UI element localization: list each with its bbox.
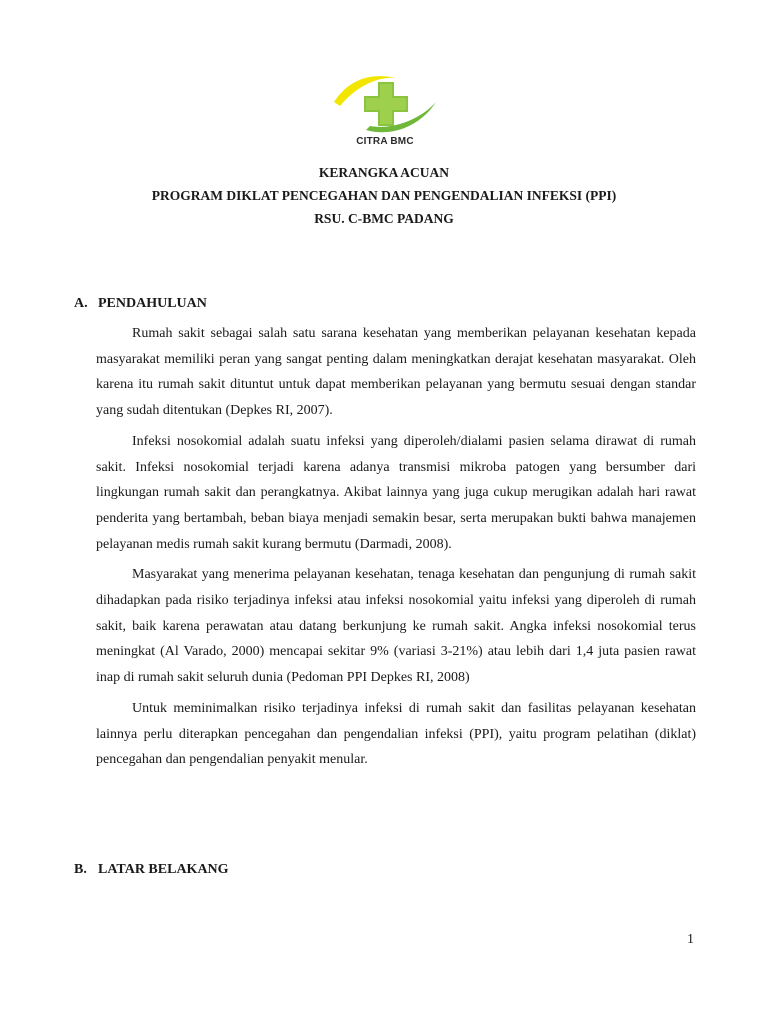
section-a-body xyxy=(96,321,696,778)
cross-swoosh-icon xyxy=(330,62,440,136)
paragraph: Untuk meminimalkan risiko terjadinya infeksi di rumah sakit dan fasilitas pelayanan kesehatan lainnya perlu diterapkan pencegahan dan pengendalian infeksi (PPI), yaitu program pelatihan (diklat) pencegahan dan pengendalian penyakit menular. xyxy=(96,700,696,768)
document-title-block xyxy=(0,161,768,230)
title-line-2: PROGRAM DIKLAT PENCEGAHAN DAN PENGENDALIAN INFEKSI (PPI) xyxy=(151,188,617,203)
section-letter: B. xyxy=(74,862,87,877)
section-letter: A. xyxy=(74,296,88,311)
title-line-1: KERANGKA ACUAN xyxy=(318,165,450,180)
logo-text: CITRA BMC xyxy=(356,136,414,147)
section-heading-b xyxy=(74,862,229,878)
hospital-logo xyxy=(330,62,440,154)
page-number: 1 xyxy=(687,932,694,947)
paragraph: Rumah sakit sebagai salah satu sarana kesehatan yang memberikan pelayanan kesehatan kepada masyarakat memiliki peran yang sangat penting dalam meningkatkan derajat kesehatan masyarakat. Oleh karena itu rumah sakit dituntut untuk dapat memberikan pelayanan yang bermutu sesuai dengan standar yang sudah ditentukan (Depkes RI, 2007). xyxy=(96,326,696,419)
paragraph: Infeksi nosokomial adalah suatu infeksi yang diperoleh/dialami pasien selama dirawat di rumah sakit. Infeksi nosokomial terjadi karena adanya transmisi mikroba patogen yang bersumber dari lingkungan rumah sakit dan perangkatnya. Akibat lainnya yang juga cukup merugikan adalah hari rawat penderita yang bertambah, beban biaya menjadi semakin besar, serta merupakan bukti bahwa manajemen pelayanan medis rumah sakit kurang bermutu (Darmadi, 2008). xyxy=(96,433,696,552)
section-title: LATAR BELAKANG xyxy=(98,862,229,877)
section-title: PENDAHULUAN xyxy=(98,296,207,311)
paragraph: Masyarakat yang menerima pelayanan kesehatan, tenaga kesehatan dan pengunjung di rumah sakit dihadapkan pada risiko terjadinya infeksi atau infeksi nosokomial yaitu infeksi yang diperoleh di rumah sakit, baik karena perawatan atau datang berkunjung ke rumah sakit. Angka infeksi nosokomial terus meningkat (Al Varado, 2000) mencapai sekitar 9% (variasi 3-21%) atau lebih dari 1,4 juta pasien rawat inap di rumah sakit seluruh dunia (Pedoman PPI Depkes RI, 2008) xyxy=(96,567,696,686)
section-heading-a xyxy=(74,296,207,312)
title-line-3: RSU. C-BMC PADANG xyxy=(314,211,454,226)
